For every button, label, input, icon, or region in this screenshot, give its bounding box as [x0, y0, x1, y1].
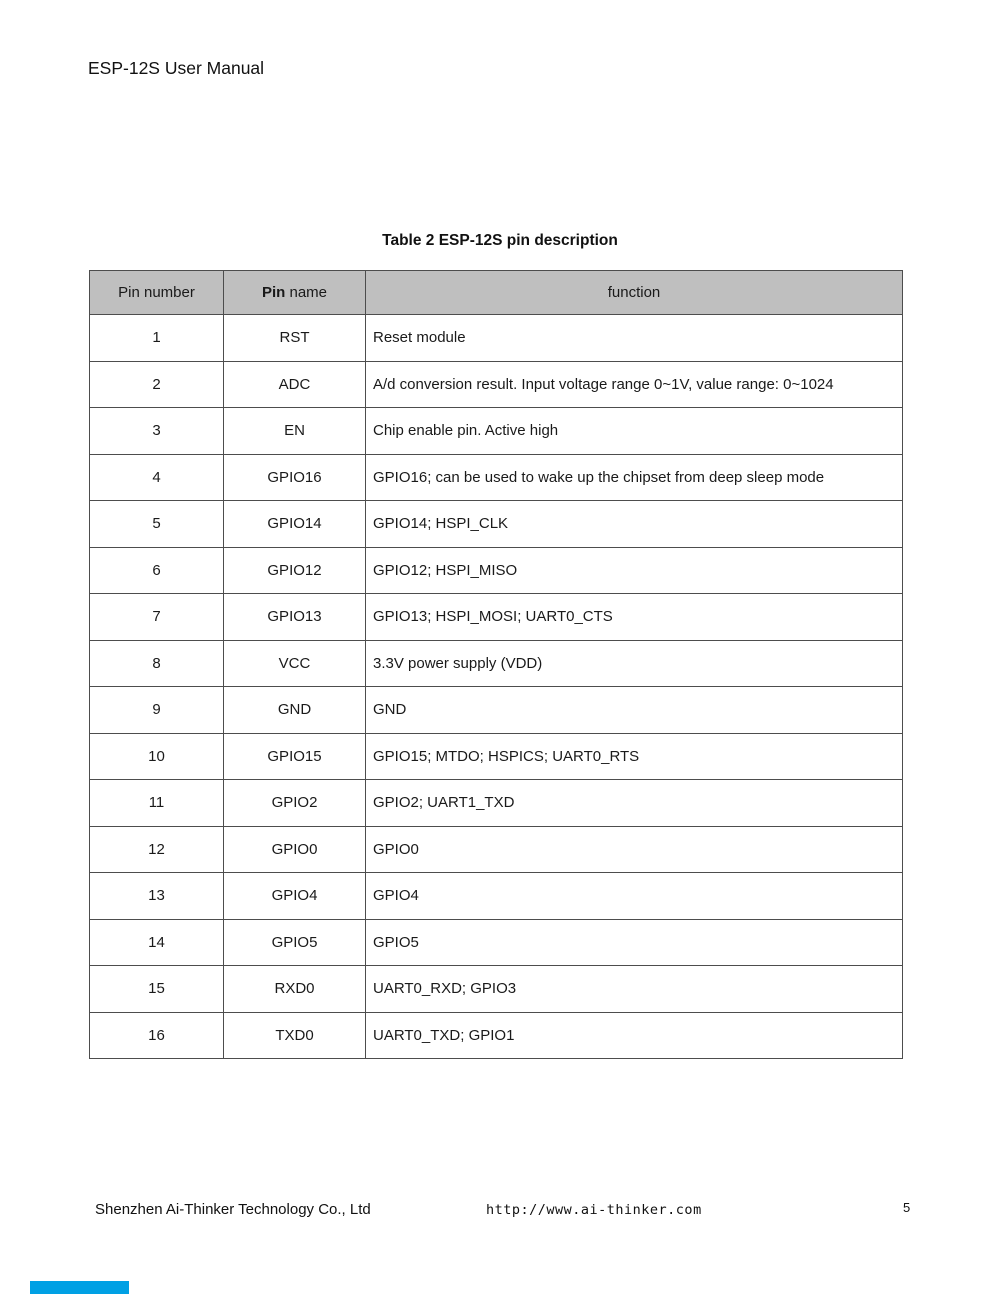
header-cell-pin-name — [224, 271, 366, 315]
table-row — [90, 733, 903, 780]
table-row — [90, 315, 903, 362]
cell-pin-name: GPIO2 — [224, 780, 366, 827]
cell-function: Chip enable pin. Active high — [366, 408, 903, 455]
cell-pin-name: VCC — [224, 640, 366, 687]
cell-function: GPIO2; UART1_TXD — [366, 780, 903, 827]
pin-table-body — [90, 315, 903, 1059]
table-row — [90, 640, 903, 687]
page-decoration-bar — [30, 1281, 129, 1294]
table-caption: Table 2 ESP-12S pin description — [382, 232, 618, 249]
table-row — [90, 547, 903, 594]
cell-function: Reset module — [366, 315, 903, 362]
table-row — [90, 408, 903, 455]
cell-pin-number: 7 — [90, 594, 224, 641]
cell-pin-number: 5 — [90, 501, 224, 548]
cell-function: UART0_RXD; GPIO3 — [366, 966, 903, 1013]
cell-function: 3.3V power supply (VDD) — [366, 640, 903, 687]
cell-pin-number: 13 — [90, 873, 224, 920]
cell-pin-name: GPIO0 — [224, 826, 366, 873]
table-row — [90, 361, 903, 408]
cell-function: A/d conversion result. Input voltage range 0~1V, value range: 0~1024 — [366, 361, 903, 408]
header-pin-name-regular-part: name — [285, 284, 328, 301]
header-cell-function: function — [366, 271, 903, 315]
footer-page-number: 5 — [903, 1200, 911, 1215]
table-row — [90, 501, 903, 548]
table-row — [90, 1012, 903, 1059]
cell-function: GPIO4 — [366, 873, 903, 920]
header-cell-pin-number: Pin number — [90, 271, 224, 315]
table-row — [90, 919, 903, 966]
cell-pin-name: TXD0 — [224, 1012, 366, 1059]
cell-pin-number: 15 — [90, 966, 224, 1013]
cell-pin-name: GPIO12 — [224, 547, 366, 594]
cell-pin-name: RST — [224, 315, 366, 362]
table-row — [90, 780, 903, 827]
document-header-title: ESP-12S User Manual — [88, 58, 265, 78]
cell-function: GPIO12; HSPI_MISO — [366, 547, 903, 594]
table-row — [90, 966, 903, 1013]
cell-pin-name: EN — [224, 408, 366, 455]
header-row — [90, 271, 903, 315]
cell-pin-name: GPIO4 — [224, 873, 366, 920]
cell-pin-number: 11 — [90, 780, 224, 827]
cell-pin-name: GPIO13 — [224, 594, 366, 641]
cell-pin-number: 6 — [90, 547, 224, 594]
cell-function: GPIO13; HSPI_MOSI; UART0_CTS — [366, 594, 903, 641]
cell-function: GPIO5 — [366, 919, 903, 966]
cell-pin-number: 10 — [90, 733, 224, 780]
pin-description-table — [89, 270, 903, 1059]
cell-pin-number: 16 — [90, 1012, 224, 1059]
footer-website-url: http://www.ai-thinker.com — [486, 1202, 702, 1218]
cell-pin-name: ADC — [224, 361, 366, 408]
header-pin-name-bold-part: Pin — [261, 284, 286, 301]
cell-pin-name: RXD0 — [224, 966, 366, 1013]
cell-function: GPIO0 — [366, 826, 903, 873]
cell-pin-number: 2 — [90, 361, 224, 408]
table-row — [90, 687, 903, 734]
cell-function: UART0_TXD; GPIO1 — [366, 1012, 903, 1059]
cell-pin-number: 4 — [90, 454, 224, 501]
cell-pin-number: 14 — [90, 919, 224, 966]
cell-pin-number: 8 — [90, 640, 224, 687]
cell-pin-number: 3 — [90, 408, 224, 455]
cell-pin-number: 9 — [90, 687, 224, 734]
cell-function: GPIO14; HSPI_CLK — [366, 501, 903, 548]
cell-pin-number: 12 — [90, 826, 224, 873]
footer-company-name: Shenzhen Ai-Thinker Technology Co., Ltd — [95, 1201, 371, 1218]
cell-pin-name: GPIO16 — [224, 454, 366, 501]
cell-function: GPIO15; MTDO; HSPICS; UART0_RTS — [366, 733, 903, 780]
cell-pin-name: GND — [224, 687, 366, 734]
cell-pin-name: GPIO5 — [224, 919, 366, 966]
table-row — [90, 454, 903, 501]
cell-function: GPIO16; can be used to wake up the chipset from deep sleep mode — [366, 454, 903, 501]
cell-pin-number: 1 — [90, 315, 224, 362]
table-row — [90, 826, 903, 873]
cell-pin-name: GPIO14 — [224, 501, 366, 548]
table-row — [90, 594, 903, 641]
cell-pin-name: GPIO15 — [224, 733, 366, 780]
table-row — [90, 873, 903, 920]
cell-function: GND — [366, 687, 903, 734]
pin-table-header — [90, 271, 903, 315]
